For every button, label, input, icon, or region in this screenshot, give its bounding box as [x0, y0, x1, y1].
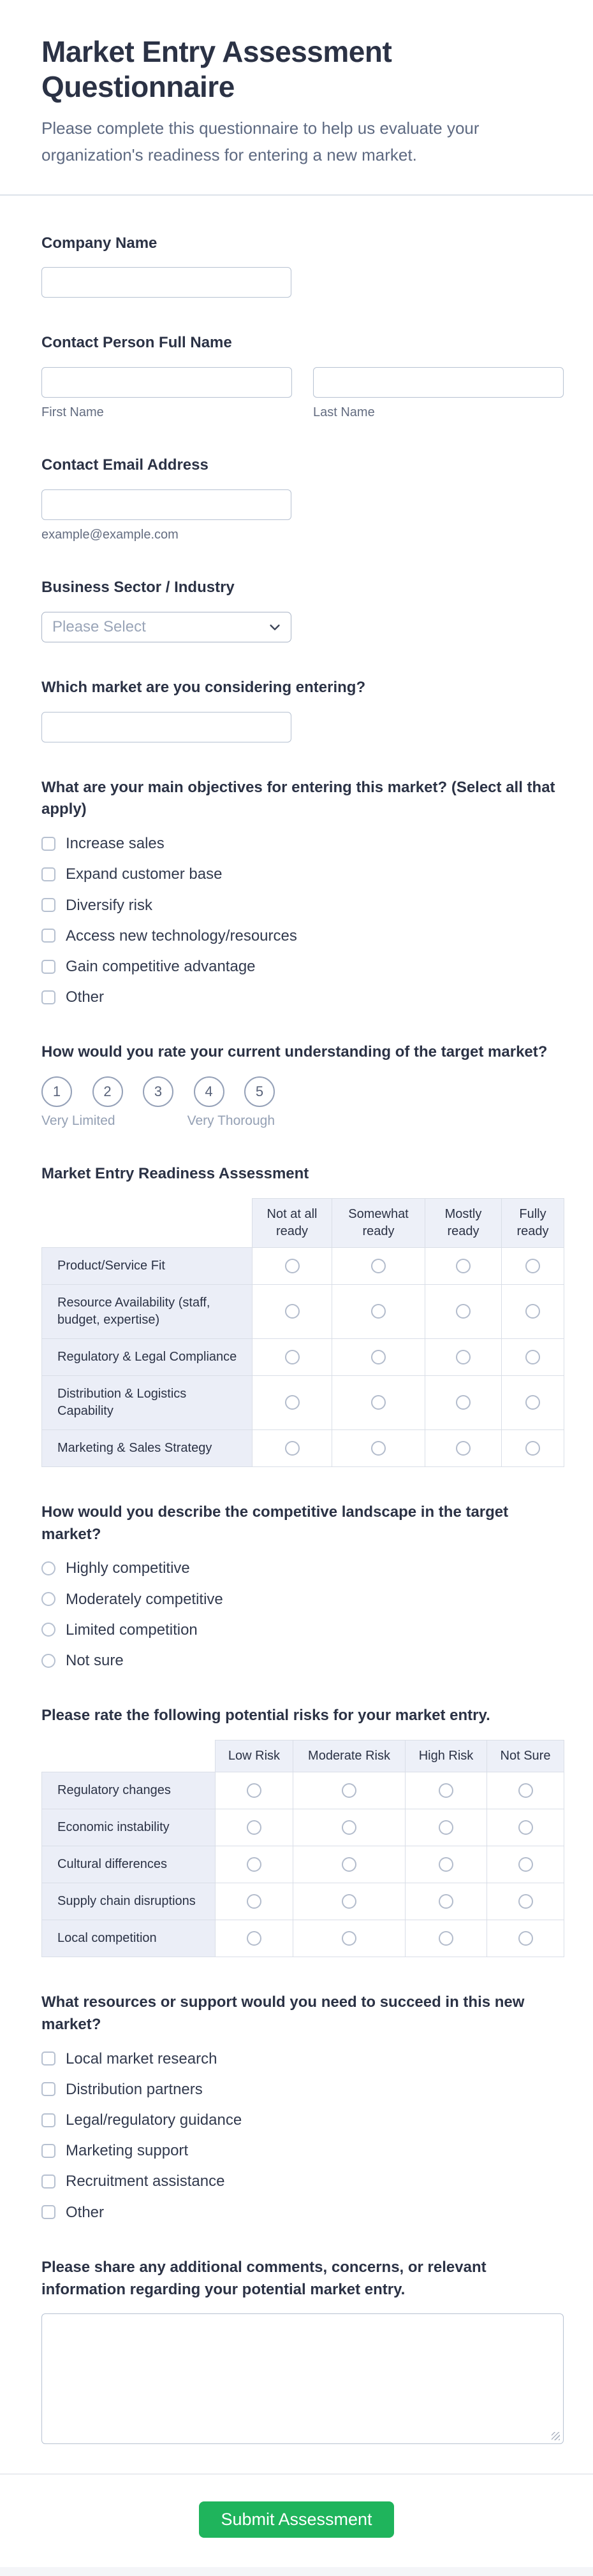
- question-label: Market Entry Readiness Assessment: [41, 1165, 309, 1183]
- matrix-radio[interactable]: [247, 1857, 261, 1872]
- matrix-radio[interactable]: [525, 1395, 540, 1410]
- matrix-radio[interactable]: [439, 1894, 453, 1909]
- readiness-matrix-table: [41, 1198, 564, 1467]
- matrix-radio[interactable]: [439, 1857, 453, 1872]
- question-sector: [41, 577, 564, 642]
- competitive-option[interactable]: [41, 1651, 564, 1670]
- scale-max-label: Very Thorough: [187, 1113, 275, 1129]
- resource-option[interactable]: [41, 2049, 564, 2069]
- matrix-radio[interactable]: [247, 1783, 261, 1798]
- resource-option[interactable]: [41, 2171, 564, 2191]
- matrix-row: [42, 1920, 564, 1957]
- matrix-radio[interactable]: [285, 1304, 300, 1319]
- matrix-radio[interactable]: [439, 1931, 453, 1946]
- sector-select[interactable]: [41, 612, 291, 642]
- option-label: Increase sales: [66, 835, 165, 853]
- matrix-row-label: Local competition: [42, 1920, 216, 1957]
- matrix-radio[interactable]: [285, 1350, 300, 1364]
- company-name-input[interactable]: [41, 267, 291, 298]
- question-label: How would you rate your current understanding of the target market?: [41, 1043, 548, 1061]
- question-comments: [41, 2257, 564, 2445]
- option-label: Highly competitive: [66, 1559, 190, 1577]
- question-contact-name: [41, 332, 564, 420]
- checkbox[interactable]: [41, 990, 55, 1004]
- option-label: Other: [66, 988, 105, 1006]
- select-placeholder: Please Select: [52, 618, 146, 635]
- checkbox[interactable]: [41, 2144, 55, 2158]
- option-label: Expand customer base: [66, 865, 223, 883]
- matrix-radio[interactable]: [439, 1783, 453, 1798]
- matrix-radio[interactable]: [342, 1894, 356, 1909]
- scale-circles: [41, 1076, 275, 1107]
- option-label: Local market research: [66, 2050, 217, 2067]
- resource-option[interactable]: [41, 2110, 564, 2130]
- option-label: Legal/regulatory guidance: [66, 2111, 242, 2129]
- objective-option[interactable]: [41, 834, 564, 853]
- matrix-row: [42, 1247, 564, 1284]
- option-label: Recruitment assistance: [66, 2173, 225, 2190]
- resource-option[interactable]: [41, 2080, 564, 2099]
- option-label: Gain competitive advantage: [66, 957, 256, 975]
- question-company-name: [41, 233, 564, 298]
- matrix-column-header: Not at all ready: [253, 1198, 332, 1247]
- scale-option-2[interactable]: 2: [92, 1076, 123, 1107]
- target-market-input[interactable]: [41, 712, 291, 742]
- question-label: Please rate the following potential risks for your market entry.: [41, 1707, 490, 1725]
- page-title: Market Entry Assessment Questionnaire: [41, 35, 392, 104]
- checkbox[interactable]: [41, 2051, 55, 2066]
- matrix-radio[interactable]: [342, 1857, 356, 1872]
- checkbox[interactable]: [41, 2113, 55, 2127]
- matrix-column-header: Low Risk: [216, 1740, 293, 1772]
- question-readiness-matrix: [41, 1163, 564, 1467]
- question-label: Please share any additional comments, concerns, or relevant information regarding your potential market entry.: [41, 2258, 487, 2298]
- matrix-radio[interactable]: [342, 1820, 356, 1835]
- form-subtitle: Please complete this questionnaire to help us evaluate your organization's readiness for entering a new market.: [41, 119, 480, 165]
- matrix-row-label: Economic instability: [42, 1809, 216, 1846]
- matrix-radio[interactable]: [525, 1441, 540, 1456]
- objective-option[interactable]: [41, 895, 564, 915]
- option-label: Marketing support: [66, 2142, 189, 2160]
- matrix-radio[interactable]: [439, 1820, 453, 1835]
- matrix-radio[interactable]: [342, 1931, 356, 1946]
- competitive-option[interactable]: [41, 1558, 564, 1578]
- checkbox[interactable]: [41, 929, 55, 943]
- matrix-radio[interactable]: [525, 1350, 540, 1364]
- matrix-radio[interactable]: [518, 1857, 533, 1872]
- matrix-row: [42, 1284, 564, 1338]
- matrix-row: [42, 1338, 564, 1375]
- question-resources: [41, 1992, 564, 2222]
- matrix-row-label: Cultural differences: [42, 1846, 216, 1883]
- matrix-row-label: Distribution & Logistics Capability: [42, 1375, 253, 1429]
- last-name-column: [313, 367, 564, 420]
- risk-matrix-table: [41, 1740, 564, 1957]
- checkbox[interactable]: [41, 867, 55, 881]
- submit-button[interactable]: Submit Assessment: [199, 2501, 393, 2538]
- scale-min-label: Very Limited: [41, 1113, 115, 1129]
- first-name-sublabel: First Name: [41, 405, 104, 420]
- matrix-row: [42, 1375, 564, 1429]
- option-label: Not sure: [66, 1652, 124, 1670]
- matrix-radio[interactable]: [518, 1820, 533, 1835]
- matrix-radio[interactable]: [525, 1259, 540, 1273]
- option-label: Access new technology/resources: [66, 927, 297, 944]
- checkbox[interactable]: [41, 960, 55, 974]
- competitive-option[interactable]: [41, 1620, 564, 1640]
- matrix-row: [42, 1809, 564, 1846]
- form-body: [0, 196, 593, 2445]
- scale-option-5[interactable]: 5: [244, 1076, 275, 1107]
- matrix-column-header: Mostly ready: [425, 1198, 502, 1247]
- matrix-radio[interactable]: [456, 1350, 471, 1364]
- objective-option[interactable]: [41, 926, 564, 946]
- checkbox[interactable]: [41, 898, 55, 912]
- matrix-radio[interactable]: [247, 1931, 261, 1946]
- checkbox[interactable]: [41, 837, 55, 851]
- resource-option[interactable]: [41, 2141, 564, 2160]
- matrix-row-label: Regulatory & Legal Compliance: [42, 1338, 253, 1375]
- option-label: Limited competition: [66, 1621, 198, 1639]
- matrix-radio[interactable]: [285, 1395, 300, 1410]
- matrix-column-header: Somewhat ready: [332, 1198, 425, 1247]
- page-footer-strip: [0, 2567, 593, 2576]
- radio-button[interactable]: [41, 1592, 55, 1606]
- scale-option-1[interactable]: 1: [41, 1076, 72, 1107]
- comments-textarea-wrap: [41, 2313, 564, 2444]
- competitive-option[interactable]: [41, 1589, 564, 1609]
- matrix-column-header: Moderate Risk: [293, 1740, 406, 1772]
- question-label: Contact Email Address: [41, 456, 209, 474]
- first-name-column: [41, 367, 292, 420]
- option-label: Other: [66, 2203, 105, 2221]
- email-input[interactable]: [41, 489, 291, 520]
- matrix-radio[interactable]: [525, 1304, 540, 1319]
- last-name-sublabel: Last Name: [313, 405, 375, 420]
- email-sublabel: example@example.com: [41, 527, 179, 542]
- matrix-row-label: Regulatory changes: [42, 1772, 216, 1809]
- matrix-column-header: Fully ready: [502, 1198, 564, 1247]
- objective-option[interactable]: [41, 987, 564, 1007]
- matrix-row-label: Marketing & Sales Strategy: [42, 1429, 253, 1466]
- scale-labels: [41, 1113, 275, 1129]
- matrix-radio[interactable]: [247, 1894, 261, 1909]
- question-understanding-scale: [41, 1041, 564, 1129]
- question-risk-matrix: [41, 1705, 564, 1957]
- matrix-radio[interactable]: [371, 1304, 386, 1319]
- question-label: Company Name: [41, 234, 157, 252]
- matrix-row-label: Resource Availability (staff, budget, expertise): [42, 1284, 253, 1338]
- comments-textarea[interactable]: [41, 2313, 564, 2444]
- chevron-down-icon: [268, 620, 282, 634]
- matrix-radio[interactable]: [456, 1441, 471, 1456]
- resize-handle-icon[interactable]: [552, 2432, 560, 2440]
- rating-scale: [41, 1076, 275, 1129]
- matrix-row: [42, 1846, 564, 1883]
- question-competitive: [41, 1501, 564, 1670]
- matrix-radio[interactable]: [285, 1259, 300, 1273]
- matrix-radio[interactable]: [518, 1783, 533, 1798]
- matrix-radio[interactable]: [456, 1259, 471, 1273]
- question-label: How would you describe the competitive landscape in the target market?: [41, 1503, 509, 1543]
- matrix-radio[interactable]: [371, 1350, 386, 1364]
- matrix-row: [42, 1429, 564, 1466]
- matrix-blank-corner: [42, 1198, 253, 1247]
- checkbox[interactable]: [41, 2174, 55, 2189]
- checkbox[interactable]: [41, 2205, 55, 2219]
- objective-option[interactable]: [41, 864, 564, 884]
- checkbox[interactable]: [41, 2082, 55, 2096]
- matrix-radio[interactable]: [518, 1894, 533, 1909]
- matrix-radio[interactable]: [371, 1259, 386, 1273]
- scale-option-3[interactable]: 3: [143, 1076, 173, 1107]
- option-label: Diversify risk: [66, 896, 152, 914]
- matrix-radio[interactable]: [456, 1395, 471, 1410]
- matrix-blank-corner: [42, 1740, 216, 1772]
- matrix-column-header: Not Sure: [487, 1740, 564, 1772]
- matrix-radio[interactable]: [247, 1820, 261, 1835]
- scale-option-4[interactable]: 4: [194, 1076, 224, 1107]
- matrix-radio[interactable]: [518, 1931, 533, 1946]
- matrix-radio[interactable]: [456, 1304, 471, 1319]
- question-label: What resources or support would you need to succeed in this new market?: [41, 1994, 525, 2033]
- matrix-radio[interactable]: [371, 1441, 386, 1456]
- question-target-market: [41, 677, 564, 742]
- question-label: What are your main objectives for entering this market? (Select all that apply): [41, 778, 555, 818]
- question-label: Business Sector / Industry: [41, 578, 235, 596]
- radio-button[interactable]: [41, 1623, 55, 1637]
- option-label: Distribution partners: [66, 2080, 203, 2098]
- question-label: Contact Person Full Name: [41, 334, 232, 352]
- first-name-input[interactable]: [41, 367, 292, 398]
- radio-button[interactable]: [41, 1561, 55, 1575]
- matrix-row-label: Product/Service Fit: [42, 1247, 253, 1284]
- matrix-radio[interactable]: [285, 1441, 300, 1456]
- objective-option[interactable]: [41, 957, 564, 976]
- question-label: Which market are you considering entering?: [41, 678, 366, 696]
- question-email: [41, 454, 564, 542]
- last-name-input[interactable]: [313, 367, 564, 398]
- matrix-header-row: [42, 1198, 564, 1247]
- resource-option[interactable]: [41, 2203, 564, 2222]
- matrix-header-row: [42, 1740, 564, 1772]
- matrix-row: [42, 1772, 564, 1809]
- matrix-row: [42, 1883, 564, 1920]
- matrix-row-label: Supply chain disruptions: [42, 1883, 216, 1920]
- submit-row: [0, 2475, 593, 2567]
- matrix-column-header: High Risk: [406, 1740, 487, 1772]
- form-header: [0, 0, 593, 194]
- matrix-radio[interactable]: [371, 1395, 386, 1410]
- matrix-radio[interactable]: [342, 1783, 356, 1798]
- radio-button[interactable]: [41, 1654, 55, 1668]
- option-label: Moderately competitive: [66, 1590, 223, 1608]
- question-objectives: [41, 777, 564, 1008]
- name-input-row: [41, 367, 564, 420]
